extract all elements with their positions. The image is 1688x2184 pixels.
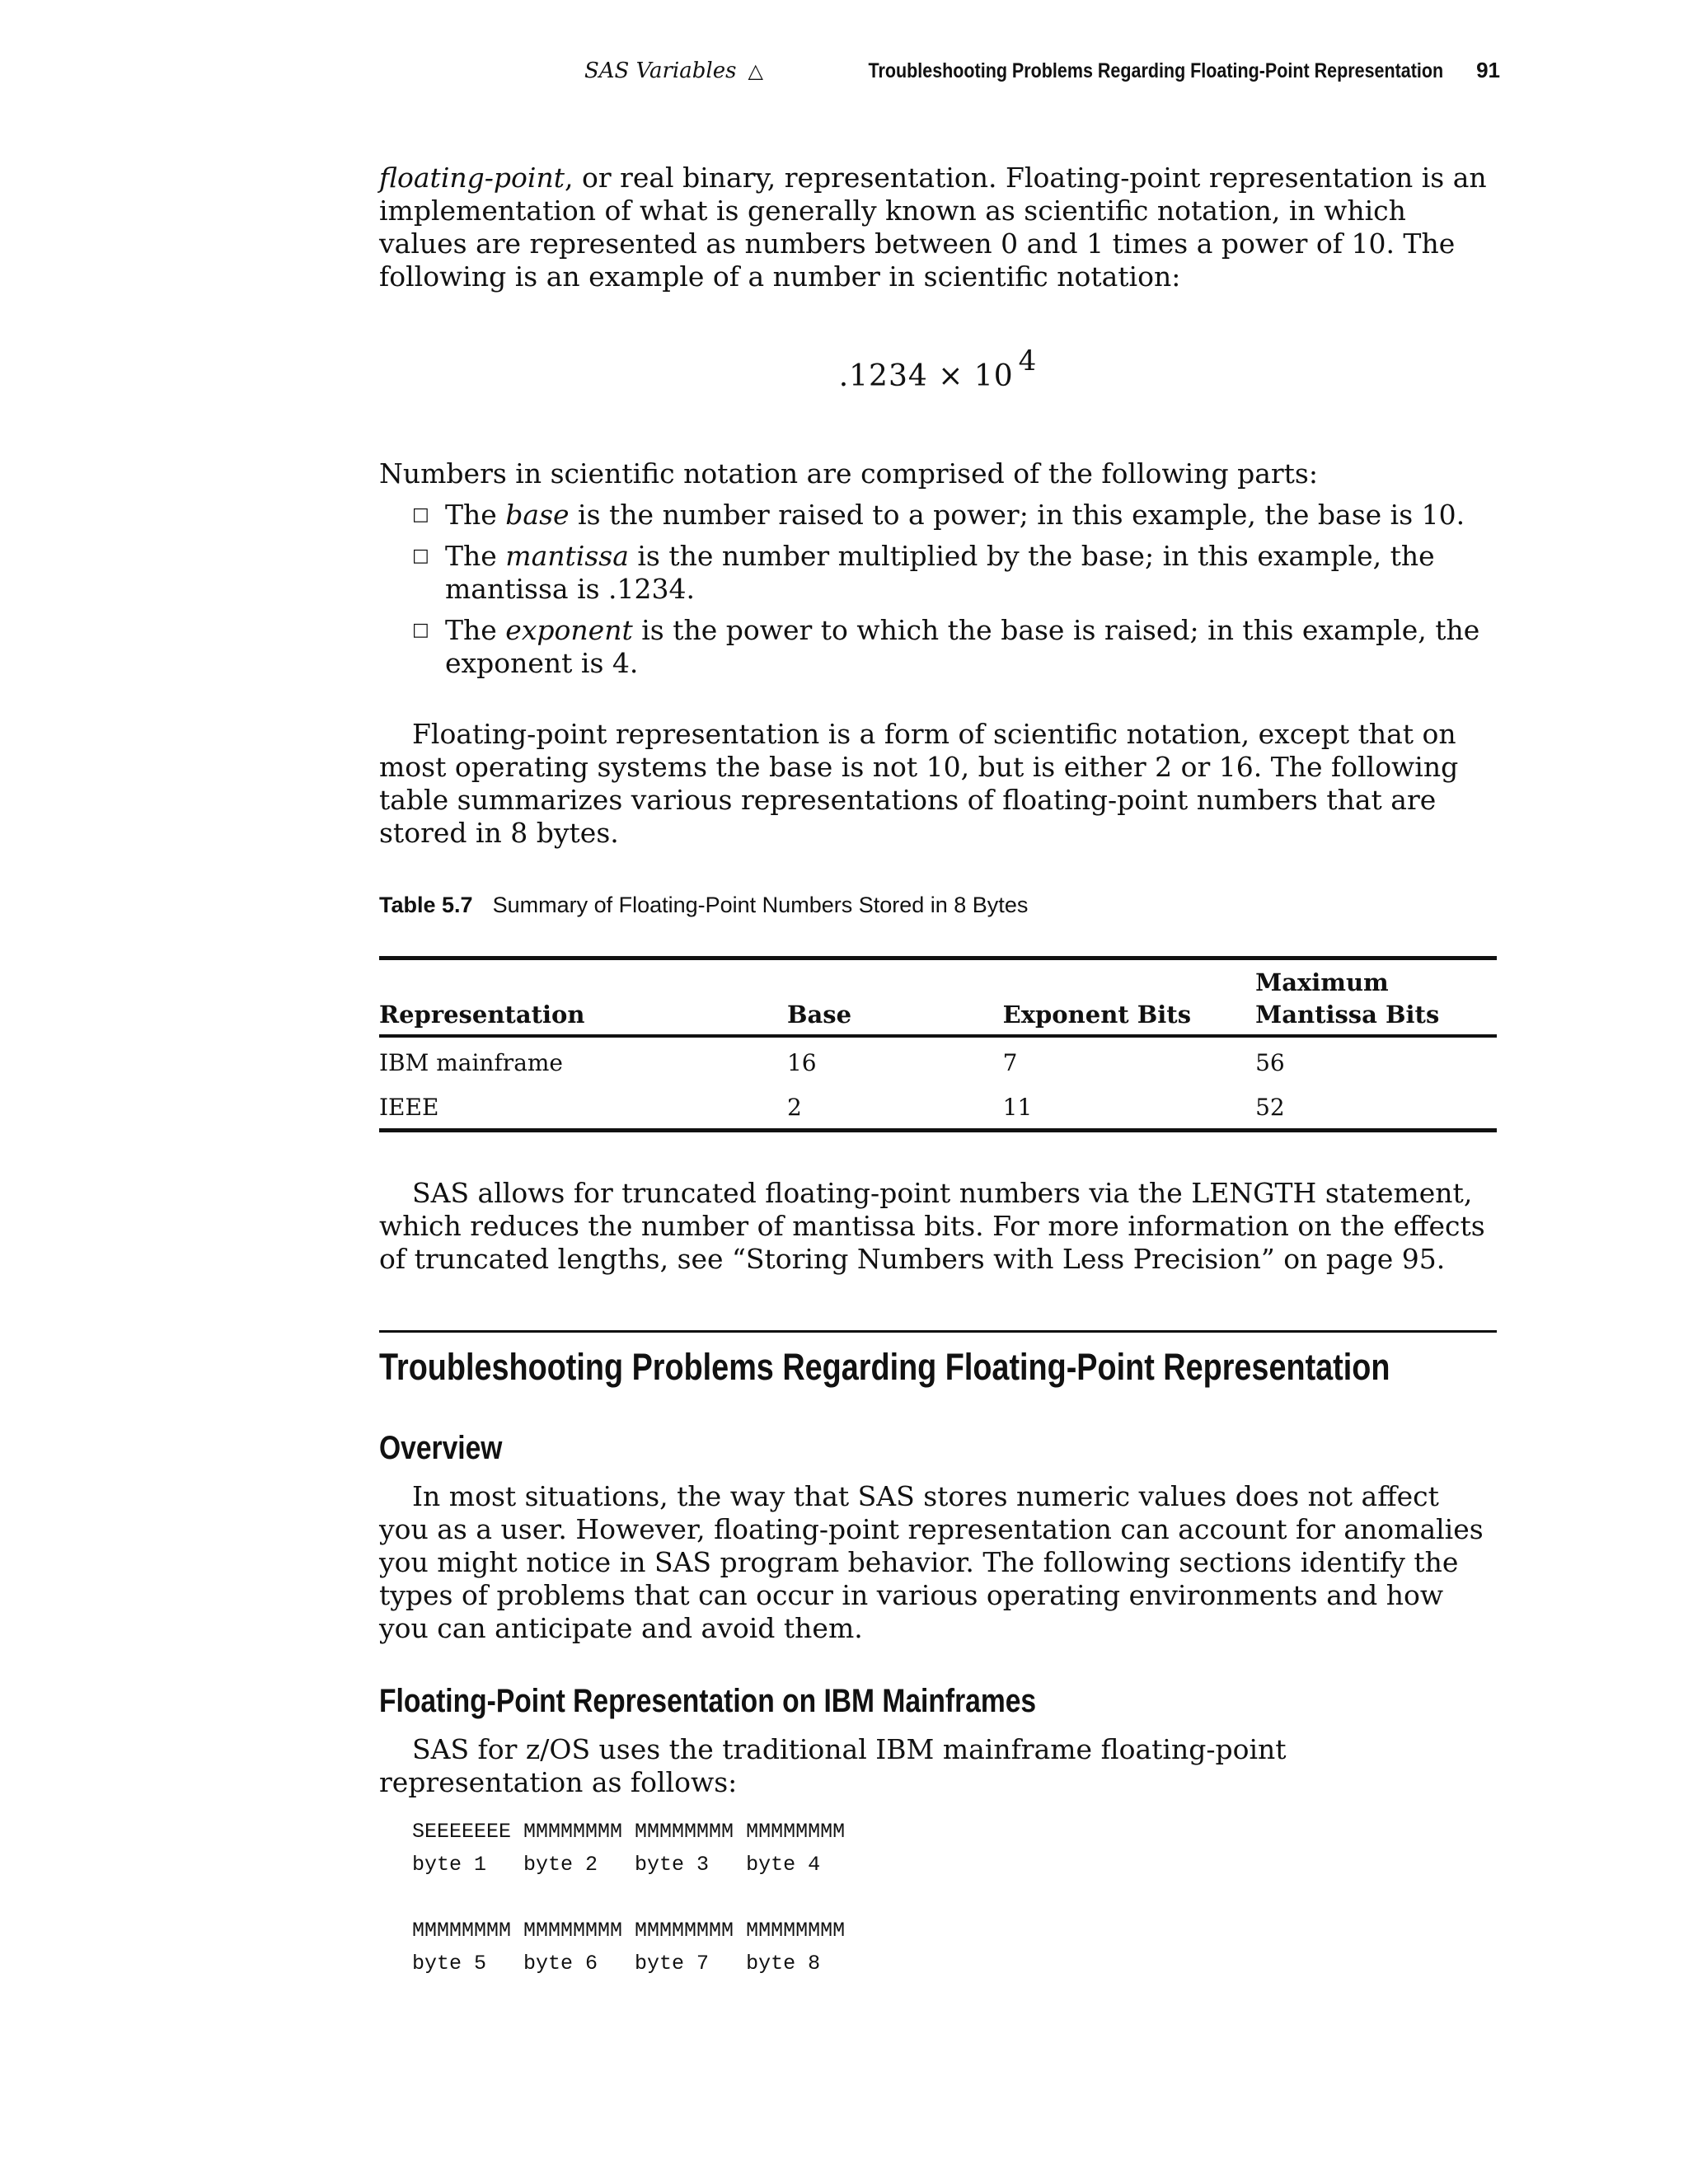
section-header: Troubleshooting Problems Regarding Floating-Point Representation [868,59,1444,82]
table-cell: IEEE [379,1094,439,1121]
checkbox-bullet-icon: □ [412,620,429,640]
list-term: exponent [505,614,633,646]
column-header: Maximum Mantissa Bits [1255,958,1497,1037]
parts-intro: Numbers in scientific notation are comprised of the following parts: [379,457,1318,490]
intro-term: floating-point [379,162,565,194]
intro-text: , or real binary, representation. Floating-point representation is an implementation of what is generally known as scientific notation, in which values are represented as numbers between 0 and 1 times a power of 10. The following is an example of a number in scientific notation: [379,162,1487,293]
byte-layout-code: SEEEEEEE MMMMMMMM MMMMMMMM MMMMMMMM byte 1 byte 2 byte 3 byte 4 MMMMMMMM MMMMMMMM MMMMMMMM MMMMMMMM byte 5 byte 6 byte 7 byte 8 [412,1820,846,1975]
parts-list [379,499,1497,680]
formula-exponent: 4 [1018,344,1038,377]
page-body [379,162,1497,1980]
ibm-paragraph: SAS for z/OS uses the traditional IBM mainframe floating-point representation as follows: [379,1733,1287,1798]
checkbox-bullet-icon: □ [412,504,429,525]
list-item: □ The exponent is the power to which the base is raised; in this example, the exponent is 4. [412,614,1480,679]
table-caption [379,893,1497,918]
formula-base: 10 [973,359,1014,393]
table-cell: 11 [1002,1094,1033,1121]
table-cell: 2 [786,1094,802,1121]
running-header [0,58,1500,83]
length-paragraph: SAS allows for truncated floating-point numbers via the LENGTH statement, which reduces the number of mantissa bits. For more information on the effects of truncated lengths, see “Storing Numbers with Less Precision” on page 95. [379,1177,1485,1275]
column-header: Representation [379,958,787,1037]
table-cell: 52 [1255,1094,1285,1121]
list-term: base [505,499,570,531]
intro-paragraph [379,162,1497,293]
list-item: □ The mantissa is the number multiplied by the base; in this example, the mantissa is .1234. [412,540,1435,605]
formula-mantissa: .1234 [838,359,928,393]
list-item: □ The base is the number raised to a power; in this example, the base is 10. [412,499,1465,531]
table-row [379,1082,1497,1131]
table-cell: 56 [1255,1049,1285,1076]
scientific-notation-formula [379,344,1497,393]
section-title: Troubleshooting Problems Regarding Floating-Point Representation [379,1346,1390,1388]
overview-paragraph: In most situations, the way that SAS stores numeric values does not affect you as a user. However, floating-point representation can account for anomalies you might notice in SAS program behavior. The following sections identify the types of problems that can occur in various operating environments and how you can anticipate and avoid them. [379,1480,1484,1644]
column-header: Exponent Bits [1003,958,1255,1037]
triangle-separator-icon: △ [748,59,763,82]
table-cell: 7 [1002,1049,1018,1076]
table-label: Table 5.7 [379,893,473,917]
formula-times: × [938,359,964,393]
ibm-heading: Floating-Point Representation on IBM Mainframes [379,1683,1037,1719]
table-cell: IBM mainframe [379,1049,564,1076]
section-rule [379,1330,1497,1333]
checkbox-bullet-icon: □ [412,546,429,566]
list-term: mantissa [505,540,629,572]
table-row [379,1036,1497,1082]
overview-heading: Overview [379,1430,503,1466]
page-number: 91 [1476,58,1500,82]
summary-table [379,956,1497,1132]
chapter-title: SAS Variables [584,59,737,83]
column-header: Base [787,958,1003,1037]
table-caption-text: Summary of Floating-Point Numbers Stored in 8 Bytes [492,893,1029,917]
fp-paragraph: Floating-point representation is a form of scientific notation, except that on most operating systems the base is not 10, but is either 2 or 16. The following table summarizes various representations of floating-point numbers that are stored in 8 bytes. [379,718,1459,849]
table-cell: 16 [786,1049,817,1076]
